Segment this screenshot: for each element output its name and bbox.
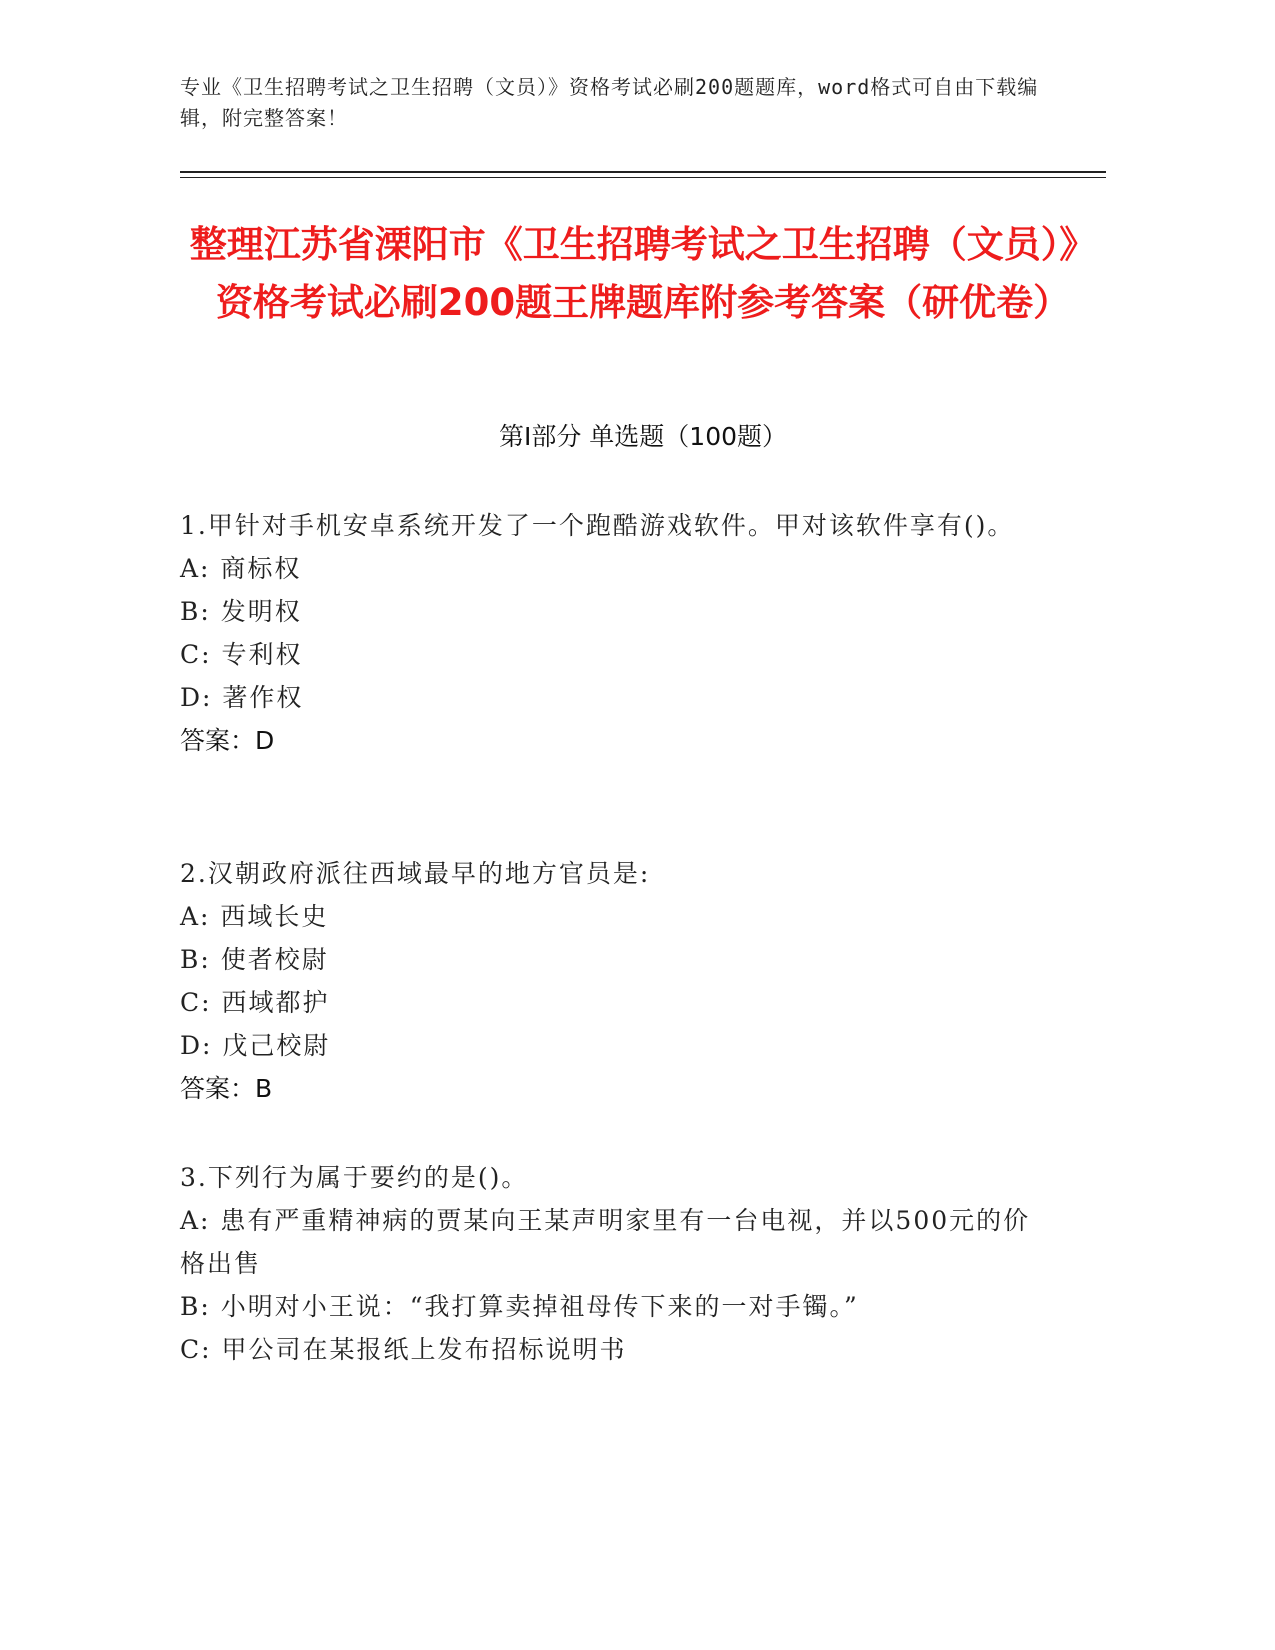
header-divider-thick xyxy=(180,171,1106,173)
question-text: 2.汉朝政府派往西域最早的地方官员是: xyxy=(180,859,651,888)
question-3 xyxy=(180,1156,1040,1371)
option-d: D: 戊己校尉 xyxy=(180,1031,331,1060)
document-title: 整理江苏省溧阳市《卫生招聘考试之卫生招聘（文员）》资格考试必刷200题王牌题库附参考答案（研优卷） xyxy=(189,223,1097,324)
question-1 xyxy=(180,504,1040,762)
question-text: 3.下列行为属于要约的是()。 xyxy=(180,1163,529,1192)
answer: 答案：D xyxy=(180,726,275,755)
header-note: 专业《卫生招聘考试之卫生招聘（文员）》资格考试必刷200题题库，word格式可自由下载编辑，附完整答案！ xyxy=(180,75,1039,130)
answer: 答案：B xyxy=(180,1074,273,1103)
option-b: B: 小明对小王说：“我打算卖掉祖母传下来的一对手镯。” xyxy=(180,1292,859,1321)
option-d: D: 著作权 xyxy=(180,683,304,712)
option-b: B: 使者校尉 xyxy=(180,945,329,974)
option-a: A: 患有严重精神病的贾某向王某声明家里有一台电视，并以500元的价格出售 xyxy=(180,1206,1031,1278)
header-divider-thin xyxy=(180,177,1106,178)
question-text: 1.甲针对手机安卓系统开发了一个跑酷游戏软件。甲对该软件享有()。 xyxy=(180,511,1015,540)
option-a: A: 西域长史 xyxy=(180,902,329,931)
option-c: C: 专利权 xyxy=(180,640,303,669)
section-title: 第Ⅰ部分 单选题（100题） xyxy=(498,422,788,451)
question-2 xyxy=(180,852,1040,1110)
option-c: C: 甲公司在某报纸上发布招标说明书 xyxy=(180,1335,627,1364)
option-b: B: 发明权 xyxy=(180,597,302,626)
option-a: A: 商标权 xyxy=(180,554,302,583)
option-c: C: 西域都护 xyxy=(180,988,330,1017)
